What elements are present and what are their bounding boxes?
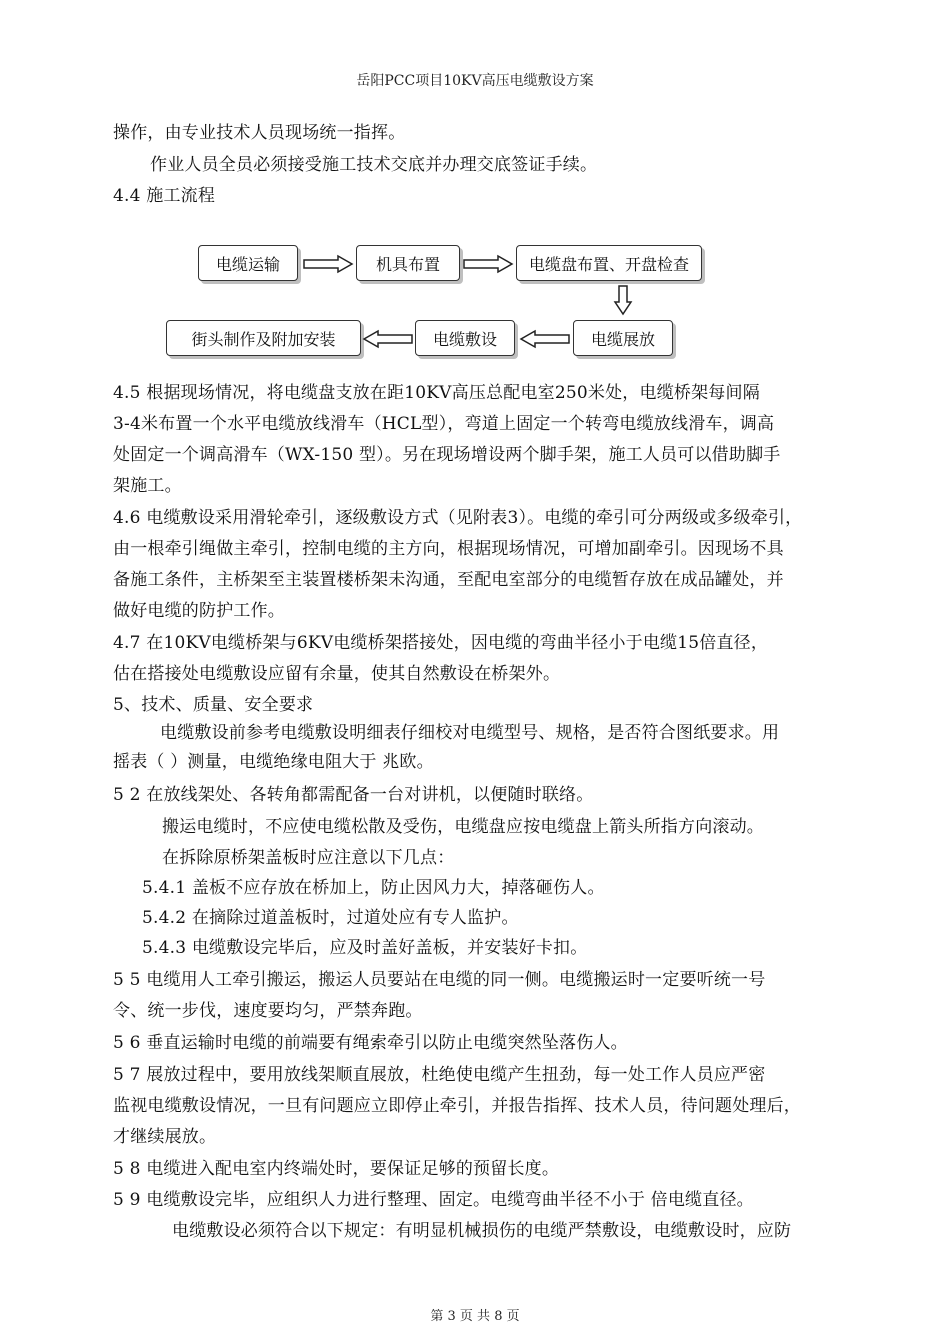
body-line: 作业人员全员必须接受施工技术交底并办理交底签证手续。 bbox=[150, 155, 598, 175]
left-arrow-icon bbox=[519, 329, 571, 349]
paragraph-line: 5 2 在放线架处、各转角都需配备一台对讲机，以便随时联络。 bbox=[113, 785, 594, 805]
list-item: 5.4.3 电缆敷设完毕后，应及时盖好盖板，并安装好卡扣。 bbox=[142, 938, 588, 958]
paragraph-line: 5 8 电缆进入配电室内终端处时，要保证足够的预留长度。 bbox=[113, 1159, 560, 1179]
paragraph-line: 5 5 电缆用人工牵引搬运，搬运人员要站在电缆的同一侧。电缆搬运时一定要听统一号 bbox=[113, 970, 766, 990]
paragraph-line: 架施工。 bbox=[113, 476, 182, 496]
paragraph-line: 由一根牵引绳做主牵引，控制电缆的主方向，根据现场情况，可增加副牵引。因现场不具 bbox=[113, 539, 784, 559]
flow-box-unrolling: 电缆展放 bbox=[573, 320, 673, 356]
paragraph-line: 4.6 电缆敷设采用滑轮牵引，逐级敷设方式（见附表3）。电缆的牵引可分两级或多级牵引， bbox=[113, 508, 803, 528]
left-arrow-icon bbox=[362, 329, 414, 349]
paragraph-line: 4.5 根据现场情况，将电缆盘支放在距10KV高压总配电室250米处，电缆桥架每间隔 bbox=[113, 383, 760, 403]
right-arrow-icon bbox=[302, 254, 354, 274]
flow-box-reel-inspection: 电缆盘布置、开盘检查 bbox=[516, 245, 702, 281]
section-heading: 4.4 施工流程 bbox=[113, 186, 216, 206]
paragraph-line: 摇表（ ）测量，电缆绝缘电阻大于 兆欧。 bbox=[113, 752, 434, 772]
flow-box-machinery: 机具布置 bbox=[356, 245, 460, 281]
paragraph-line: 5 6 垂直运输时电缆的前端要有绳索牵引以防止电缆突然坠落伤人。 bbox=[113, 1033, 628, 1053]
body-line: 操作，由专业技术人员现场统一指挥。 bbox=[113, 123, 406, 143]
paragraph-line: 5 9 电缆敷设完毕，应组织人力进行整理、固定。电缆弯曲半径不小于 倍电缆直径。 bbox=[113, 1190, 754, 1210]
right-arrow-icon bbox=[462, 254, 514, 274]
section-heading: 5、技术、质量、安全要求 bbox=[113, 695, 314, 715]
paragraph-line: 做好电缆的防护工作。 bbox=[113, 601, 285, 621]
list-item: 5.4.1 盖板不应存放在桥加上，防止因风力大，掉落砸伤人。 bbox=[142, 878, 605, 898]
paragraph-line: 电缆敷设必须符合以下规定：有明显机械损伤的电缆严禁敷设，电缆敷设时，应防 bbox=[172, 1221, 792, 1241]
paragraph-line: 搬运电缆时，不应使电缆松散及受伤，电缆盘应按电缆盘上箭头所指方向滚动。 bbox=[162, 817, 764, 837]
list-item: 5.4.2 在摘除过道盖板时，过道处应有专人监护。 bbox=[142, 908, 519, 928]
down-arrow-icon bbox=[613, 284, 633, 316]
paragraph-line: 监视电缆敷设情况，一旦有问题应立即停止牵引，并报告指挥、技术人员，待问题处理后， bbox=[113, 1096, 801, 1116]
paragraph-line: 5 7 展放过程中，要用放线架顺直展放，杜绝使电缆产生扭劲，每一处工作人员应严密 bbox=[113, 1065, 766, 1085]
flow-box-transport: 电缆运输 bbox=[198, 245, 298, 281]
paragraph-line: 3-4米布置一个水平电缆放线滑车（HCL型），弯道上固定一个转弯电缆放线滑车，调高 bbox=[113, 414, 775, 434]
paragraph-line: 估在搭接处电缆敷设应留有余量，使其自然敷设在桥架外。 bbox=[113, 664, 561, 684]
flow-box-laying: 电缆敷设 bbox=[415, 320, 515, 356]
page-number: 第 3 页 共 8 页 bbox=[430, 1309, 520, 1324]
paragraph-line: 处固定一个调高滑车（WX-150 型）。另在现场增设两个脚手架，施工人员可以借助脚手 bbox=[113, 445, 781, 465]
flow-box-joint-making: 街头制作及附加安装 bbox=[166, 320, 361, 356]
paragraph-line: 令、统一步伐，速度要均匀，严禁奔跑。 bbox=[113, 1001, 423, 1021]
paragraph-line: 电缆敷设前参考电缆敷设明细表仔细校对电缆型号、规格，是否符合图纸要求。用 bbox=[160, 723, 780, 743]
paragraph-line: 备施工条件，主桥架至主装置楼桥架未沟通，至配电室部分的电缆暂存放在成品罐处，并 bbox=[113, 570, 784, 590]
paragraph-line: 在拆除原桥架盖板时应注意以下几点： bbox=[162, 848, 455, 868]
page-header: 岳阳PCC项目10KV高压电缆敷设方案 bbox=[356, 73, 594, 89]
paragraph-line: 4.7 在10KV电缆桥架与6KV电缆桥架搭接处，因电缆的弯曲半径小于电缆15倍直径， bbox=[113, 633, 769, 653]
paragraph-line: 才继续展放。 bbox=[113, 1127, 217, 1147]
